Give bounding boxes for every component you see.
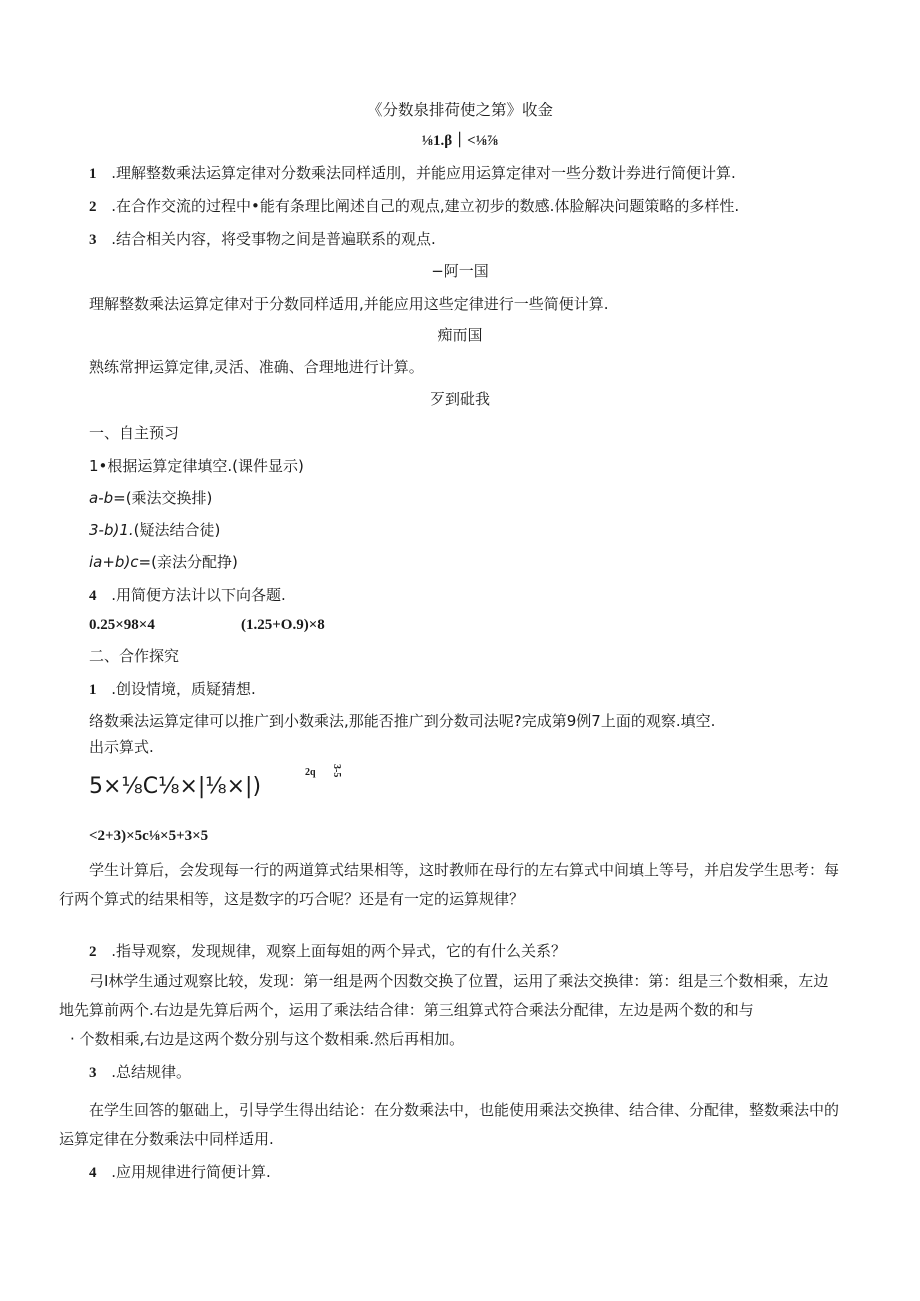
- law-expression: ia+b)c=: [89, 553, 152, 571]
- paragraph-3-line-2: 运算定律在分数乘法中同样适用.: [59, 1130, 274, 1148]
- step-number: 2: [89, 944, 97, 960]
- objective-number: 1: [89, 166, 97, 182]
- law-name: (亲法分配挣): [151, 553, 238, 571]
- explore-step-4: [89, 1162, 271, 1183]
- calculation-2: (1.25+O.9)×8: [241, 617, 325, 633]
- objective-text: .结合相关内容，将受事物之间是普遍联系的观点.: [111, 230, 436, 248]
- objective-number: 3: [89, 232, 97, 248]
- objective-1: [89, 163, 736, 184]
- explore-paragraph-2: 出示算式.: [89, 738, 154, 756]
- law-expression: 3-b)1.: [89, 521, 134, 539]
- section-self-preview-title: 一、自主预习: [89, 424, 180, 442]
- formula-fraction-a: 2q: [305, 767, 316, 778]
- heading-key-points: −阿一国: [431, 262, 489, 280]
- objective-text: .理解整数乘法运算定律对分数乘法同样适刖，并能应用运算定律对一些分数计券进行简便计算.: [111, 164, 736, 182]
- objective-3: [89, 229, 436, 250]
- law-row-associative: [89, 520, 220, 540]
- explore-step-3: [89, 1062, 191, 1083]
- law-row-distributive: [89, 552, 238, 572]
- formula-row-1: 5×⅛C⅛×|⅛×|): [89, 774, 262, 799]
- explore-paragraph-1: 络数乘法运算定律可以推广到小数乘法,那能否推广到分数司法呢?完成第9例7上面的观察.填空.: [89, 712, 716, 730]
- explore-step-1: [89, 679, 256, 700]
- law-name: (疑法结合徒): [133, 521, 221, 539]
- question-text: .用简便方法计以下向各题.: [111, 586, 286, 604]
- law-expression: a-b=: [89, 489, 126, 507]
- law-row-commutative: [89, 488, 212, 508]
- difficulty-text: 熟练常押运算定律,灵活、准确、合理地进行计算。: [89, 358, 424, 376]
- section-cooperative-explore-title: 二、合作探究: [89, 647, 180, 665]
- formula-row-2: <2+3)×5c⅛×5+3×5: [89, 828, 209, 844]
- document-title: 《分数泉排荷使之第》收金: [366, 101, 553, 119]
- explore-step-2: [89, 941, 566, 962]
- formula-fraction-b: 3-5: [331, 764, 342, 778]
- heading-difficulty: 痴而国: [437, 326, 483, 344]
- paragraph-2-line-2: 地先算前两个.右边是先算后两个，运用了乘法结合律：第三组算式符合乘法分配律，左边是两个数的和与: [59, 1001, 754, 1019]
- preview-question-4: [89, 585, 286, 606]
- step-number: 1: [89, 682, 97, 698]
- key-points-text: 理解整数乘法运算定律对于分数同样适用,并能应用这些定律进行一些简便计算.: [89, 295, 609, 313]
- step-text: .指导观察，发现规律，观察上面每姐的两个异式，它的有什么关系？: [111, 942, 567, 960]
- question-number: 4: [89, 588, 97, 604]
- heading-teaching-process: 歹到砒我: [429, 390, 490, 408]
- paragraph-2-line-1: 弓I林学生通过观察比较，发现：第一组是两个因数交换了位置，运用了乘法交换律：第：组是三个数相乘，左边: [89, 972, 829, 990]
- paragraph-1-line-1: 学生计算后，会发现每一行的两道算式结果相等，这时教师在母行的左右算式中间填上等号，并启发学生思考：每: [89, 861, 840, 879]
- paragraph-3-line-1: 在学生回答的躯础上，引导学生得出结论：在分数乘法中，也能使用乘法交换律、结合律、分配律，整数乘法中的: [89, 1101, 840, 1119]
- step-number: 3: [89, 1065, 97, 1081]
- calculation-1: 0.25×98×4: [89, 617, 155, 633]
- step-number: 4: [89, 1165, 97, 1181]
- paragraph-2-line-3: · 个数相乘,右边是这两个数分别与这个数相乘.然后再相加。: [70, 1030, 465, 1048]
- paragraph-1-line-2: 行两个算式的结果相等，这是数字的巧合呢？还是有一定的运算规律？: [59, 890, 525, 908]
- objective-text: .在合作交流的过程中•能有条理比阐述自己的观点,建立初步的数感.体脸解决问题策略的多样性.: [111, 197, 740, 215]
- objective-number: 2: [89, 199, 97, 215]
- law-name: (乘法交换排): [125, 489, 213, 507]
- objective-2: [89, 196, 739, 217]
- preview-question-1: 1•根据运算定律填空.(课件显示): [89, 457, 304, 475]
- document-subtitle: ⅛1.β｜<⅛⅞: [421, 133, 499, 149]
- step-text: .创设情境，质疑猜想.: [111, 680, 256, 698]
- step-text: .应用规律进行简便计算.: [111, 1163, 271, 1181]
- step-text: .总结规律。: [111, 1063, 192, 1081]
